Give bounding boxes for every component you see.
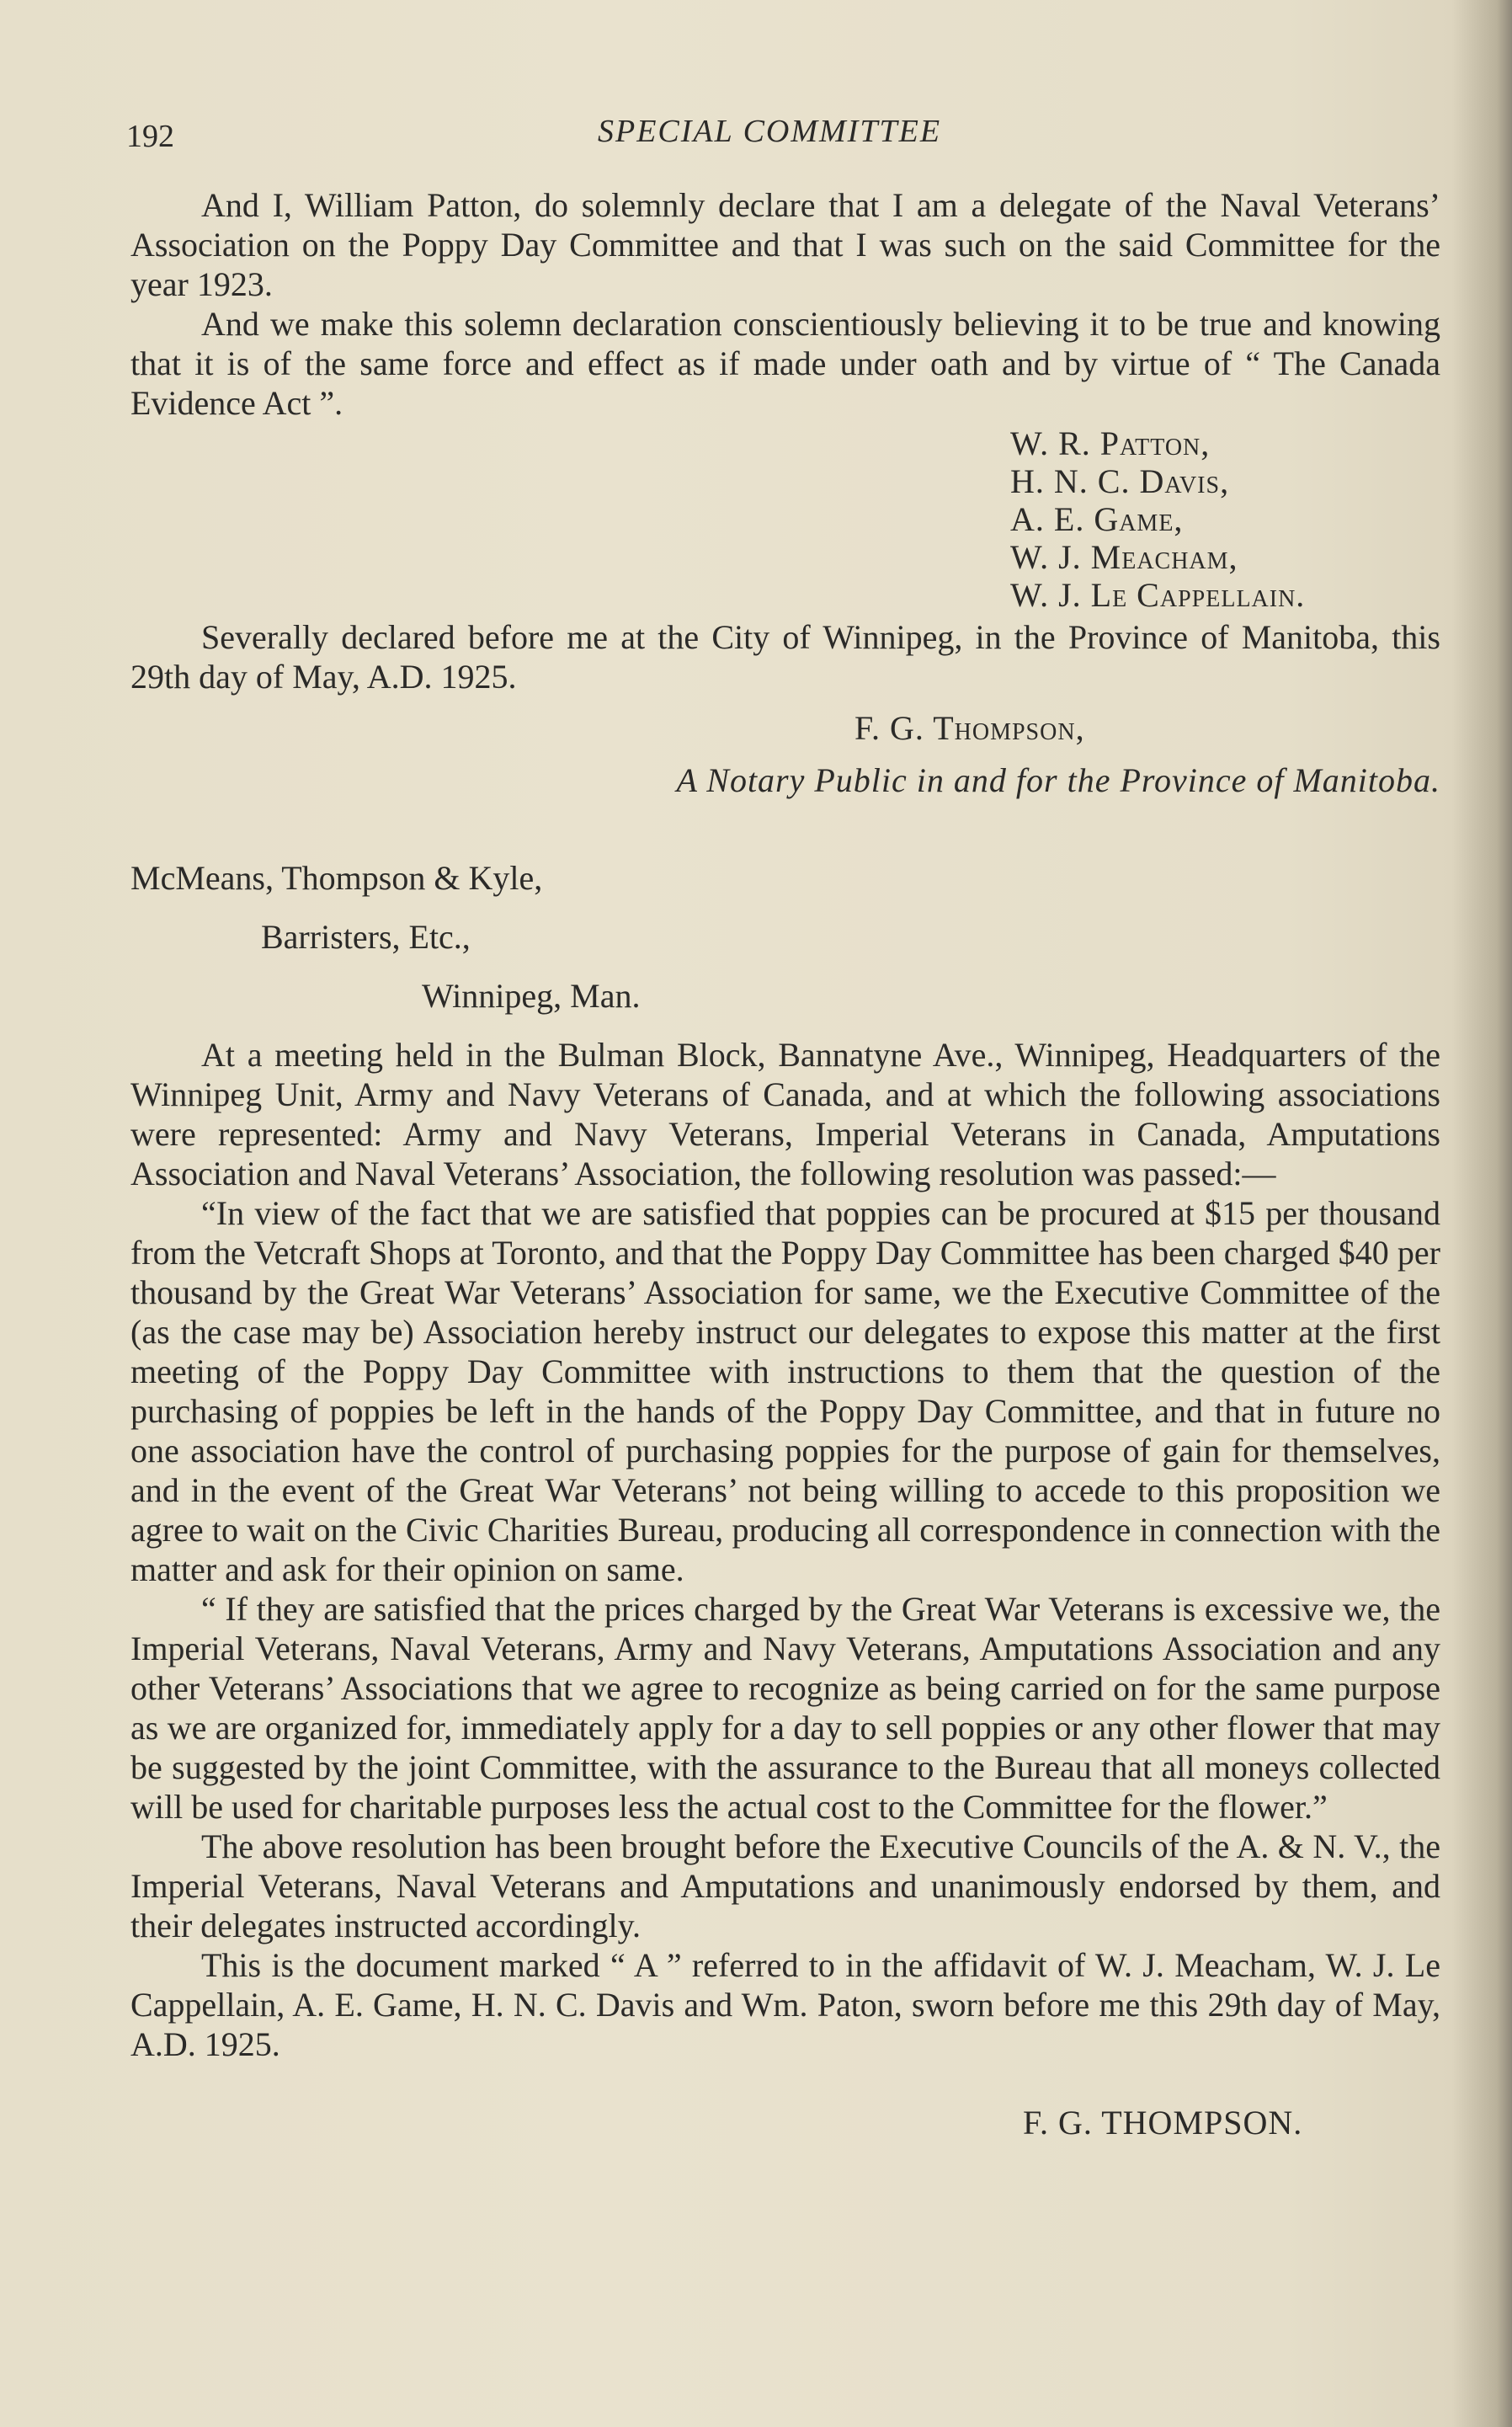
page-number: 192: [126, 119, 174, 154]
signatory-list: [130, 424, 1440, 614]
document-reference-paragraph: This is the document marked “ A ” referred to in the affidavit of W. J. Meacham, W. J. Le Cappellain, A. E. Game, H. N. C. Davis and Wm. Paton, sworn before me this 29th day of May, A.D. 1925.: [130, 1946, 1440, 2063]
solemn-declaration-paragraph: And we make this solemn declaration conscientiously believing it to be true and knowing that it is of the same force and effect as if made under oath and by virtue of “ The Canada Evidence Act ”.: [130, 305, 1440, 422]
declaration-paragraph: And I, William Patton, do solemnly declare that I am a delegate of the Naval Veterans’ Association on the Poppy Day Committee and that I was such on the said Committee for the year 1923.: [130, 186, 1440, 303]
signatory-name: H. N. C. Davis,: [1010, 462, 1230, 500]
meeting-paragraph: At a meeting held in the Bulman Block, Bannatyne Ave., Winnipeg, Headquarters of the Winnipeg Unit, Army and Navy Veterans of Canada, and at which the following associations were represented: Army and Navy Veterans, Imperial Veterans in Canada, Amputations Association and Naval Veterans’ Association, the following resolution was passed:—: [130, 1036, 1440, 1192]
signatory-name: W. R. Patton,: [1010, 424, 1211, 462]
firm-profession: Barristers, Etc.,: [261, 918, 471, 956]
notary-title: A Notary Public in and for the Province of Manitoba.: [676, 761, 1440, 799]
letterhead-address: [130, 858, 1440, 1016]
signatory-name: W. J. Meacham,: [1010, 538, 1238, 576]
body-text: [130, 185, 1440, 2143]
notary-name: F. G. Thompson,: [854, 709, 1085, 747]
page-header: [126, 109, 1440, 160]
resolution-section: [130, 1035, 1440, 2064]
signatory-name: W. J. Le Cappellain.: [1010, 576, 1306, 614]
final-signature: F. G. THOMPSON.: [1023, 2104, 1303, 2142]
signatory-name: A. E. Game,: [1010, 500, 1184, 538]
resolution-continuation-paragraph: “ If they are satisfied that the prices charged by the Great War Veterans is excessive we, the Imperial Veterans, Naval Veterans, Army and Navy Veterans, Amputations Association and any other Veterans’ Associations that we agree to recognize as being carried on for the same purpose as we are organized for, immediately apply for a day to sell poppies or any other flower that may be suggested by the joint Committee, with the assurance to the Bureau that all moneys collected will be used for charitable purposes less the actual cost to the Committee for the flower.”: [130, 1590, 1440, 1826]
firm-city: Winnipeg, Man.: [422, 977, 641, 1015]
resolution-paragraph: “In view of the fact that we are satisfied that poppies can be procured at $15 per thousand from the Vetcraft Shops at Toronto, and that the Poppy Day Committee has been charged $40 per thousand by the Great War Veterans’ Association for same, we the Executive Committee of the (as the case may be) Association hereby instruct our delegates to expose this matter at the first meeting of the Poppy Day Committee with instructions to them that the question of the purchasing of poppies be left in the hands of the Poppy Day Committee, and that in future no one association have the control of purchasing poppies for the purpose of gain for themselves, and in the event of the Great War Veterans’ not being willing to accede to this proposition we agree to wait on the Civic Charities Bureau, producing all correspondence in connection with the matter and ask for their opinion on same.: [130, 1194, 1440, 1588]
jurat-paragraph: Severally declared before me at the City of Winnipeg, in the Province of Manitoba, this 29th day of May, A.D. 1925.: [130, 618, 1440, 696]
running-head: SPECIAL COMMITTEE: [598, 114, 942, 149]
endorsement-paragraph: The above resolution has been brought before the Executive Councils of the A. & N. V., the Imperial Veterans, Naval Veterans and Amputations and unanimously endorsed by them, and their delegates instructed accordingly.: [130, 1827, 1440, 1944]
firm-name: McMeans, Thompson & Kyle,: [130, 859, 543, 897]
